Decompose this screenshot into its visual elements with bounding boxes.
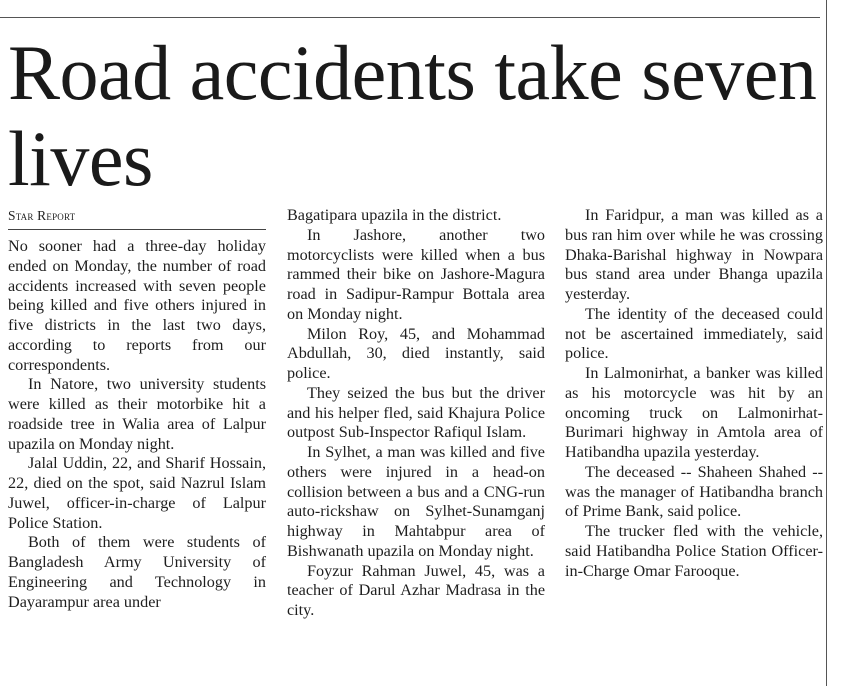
column-rule	[826, 0, 827, 686]
paragraph: The deceased -- Shaheen Shahed -- was the manager of Hatibandha branch of Prime Bank, said police.	[565, 462, 823, 521]
top-rule	[0, 17, 820, 18]
paragraph: The identity of the deceased could not be ascertained immediately, said police.	[565, 304, 823, 363]
paragraph: In Jashore, another two motorcyclists were killed when a bus rammed their bike on Jashore-Magura road in Sadipur-Rampur Bottala area on Monday night.	[287, 225, 545, 323]
article-column-1	[8, 206, 266, 612]
paragraph: In Lalmonirhat, a banker was killed as his motorcycle was hit by an oncoming truck on Lalmonirhat-Burimari highway in Amtola area of Hatibandha upazila yesterday.	[565, 364, 823, 461]
paragraph: In Natore, two university students were killed as their motorbike hit a roadside tree in Walia area of Lalpur upazila on Monday night.	[8, 375, 266, 453]
paragraph: Bagatipara upazila in the district.	[287, 206, 502, 224]
byline: Star Report	[8, 206, 266, 230]
paragraph: In Faridpur, a man was killed as a bus ran him over while he was crossing Dhaka-Barishal highway in Nowpara bus stand area under Bhanga upazila yesterday.	[565, 206, 823, 303]
paragraph: Both of them were students of Bangladesh Army University of Engineering and Technology in Dayarampur area under	[8, 533, 266, 611]
paragraph: They seized the bus but the driver and his helper fled, said Khajura Police outpost Sub-Inspector Rafiqul Islam.	[287, 383, 545, 442]
article-column-2	[287, 206, 545, 621]
paragraph: Jalal Uddin, 22, and Sharif Hossain, 22, died on the spot, said Nazrul Islam Juwel, officer-in-charge of Lalpur Police Station.	[8, 454, 266, 532]
paragraph: The trucker fled with the vehicle, said Hatibandha Police Station Officer-in-Charge Omar Farooque.	[565, 522, 823, 580]
paragraph: Milon Roy, 45, and Mohammad Abdullah, 30, died instantly, said police.	[287, 324, 545, 382]
paragraph: No sooner had a three-day holiday ended on Monday, the number of road accidents increased with seven people being killed and five others injured in five districts in the last two days, according to reports from our correspondents.	[8, 237, 266, 374]
article-column-3	[565, 206, 823, 581]
paragraph: Foyzur Rahman Juwel, 45, was a teacher of Darul Azhar Madrasa in the city.	[287, 561, 545, 619]
headline: Road accidents take seven lives	[8, 29, 817, 202]
paragraph: In Sylhet, a man was killed and five others were injured in a head-on collision between a bus and a CNG-run auto-rickshaw on Sylhet-Sunamganj highway in Mahtabpur area of Bishwanath upazila on Monday night.	[287, 443, 545, 560]
